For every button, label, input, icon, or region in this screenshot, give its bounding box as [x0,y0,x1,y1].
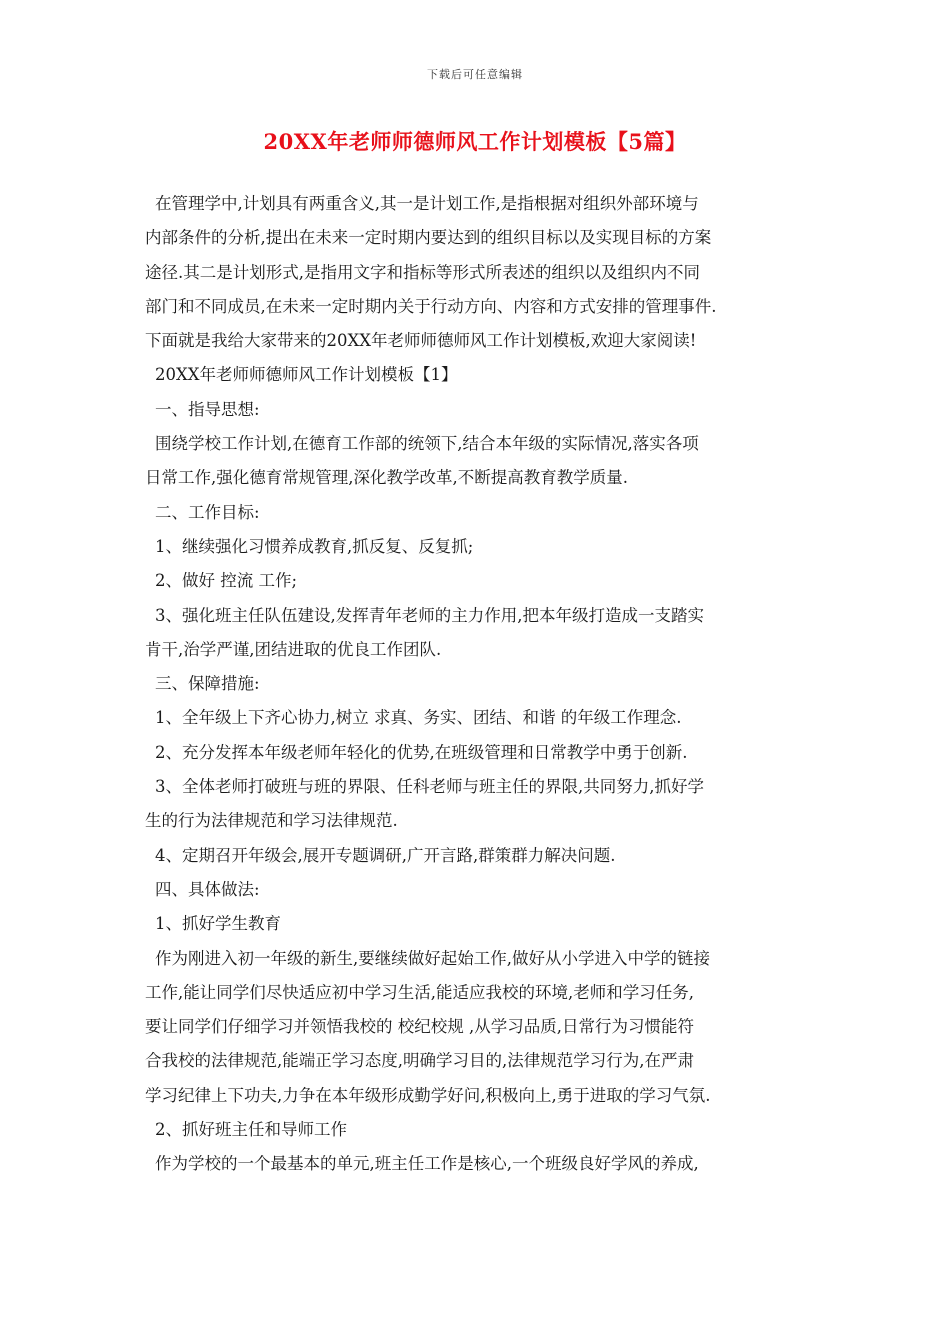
text-line: 学习纪律上下功夫,力争在本年级形成勤学好问,积极向上,勇于进取的学习气氛. [145,1085,711,1105]
text-line: 1、抓好学生教育 [155,914,281,934]
text-line: 合我校的法律规范,能端正学习态度,明确学习目的,法律规范学习行为,在严肃 [145,1051,694,1071]
text-line: 20XX年老师师德师风工作计划模板【1】 [155,365,458,385]
text-line: 作为刚进入初一年级的新生,要继续做好起始工作,做好从小学进入中学的链接 [155,948,710,968]
text-line: 内部条件的分析,提出在未来一定时期内要达到的组织目标以及实现目标的方案 [145,228,712,248]
text-line: 途径.其二是计划形式,是指用文字和指标等形式所表述的组织以及组织内不同 [145,262,700,282]
text-line: 3、全体老师打破班与班的界限、任科老师与班主任的界限,共同努力,抓好学 [155,777,704,797]
text-line: 4、定期召开年级会,展开专题调研,广开言路,群策群力解决问题. [155,845,616,865]
text-line: 肯干,治学严谨,团结进取的优良工作团队. [145,639,442,659]
document-body [145,187,825,1182]
text-line: 2、抓好班主任和导师工作 [155,1120,347,1140]
text-line: 一、指导思想: [155,399,260,419]
text-line: 在管理学中,计划具有两重含义,其一是计划工作,是指根据对组织外部环境与 [155,194,699,213]
text-line: 生的行为法律规范和学习法律规范. [145,811,398,831]
text-line: 1、继续强化习惯养成教育,抓反复、反复抓; [155,536,474,556]
document-title: 20XX年老师师德师风工作计划模板【5篇】 [263,129,687,154]
text-line: 3、强化班主任队伍建设,发挥青年老师的主力作用,把本年级打造成一支踏实 [155,605,704,625]
text-line: 二、工作目标: [155,502,260,522]
text-line: 2、做好 控流 工作; [155,571,298,591]
text-line: 三、保障措施: [155,674,260,694]
text-line: 2、充分发挥本年级老师年轻化的优势,在班级管理和日常教学中勇于创新. [155,742,688,762]
text-line: 下面就是我给大家带来的20XX年老师师德师风工作计划模板,欢迎大家阅读! [145,331,697,351]
text-line: 作为学校的一个最基本的单元,班主任工作是核心,一个班级良好学风的养成, [155,1154,699,1174]
text-line: 日常工作,强化德育常规管理,深化教学改革,不断提高教育教学质量. [145,468,628,488]
text-line: 四、具体做法: [155,879,260,899]
header-note: 下载后可任意编辑 [427,68,523,81]
text-line: 1、全年级上下齐心协力,树立 求真、务实、团结、和谐 的年级工作理念. [155,708,682,728]
text-line: 围绕学校工作计划,在德育工作部的统领下,结合本年级的实际情况,落实各项 [155,434,699,454]
text-line: 工作,能让同学们尽快适应初中学习生活,能适应我校的环境,老师和学习任务, [145,982,694,1002]
text-line: 部门和不同成员,在未来一定时期内关于行动方向、内容和方式安排的管理事件. [145,296,717,316]
text-line: 要让同学们仔细学习并领悟我校的 校纪校规 ,从学习品质,日常行为习惯能符 [145,1017,694,1037]
